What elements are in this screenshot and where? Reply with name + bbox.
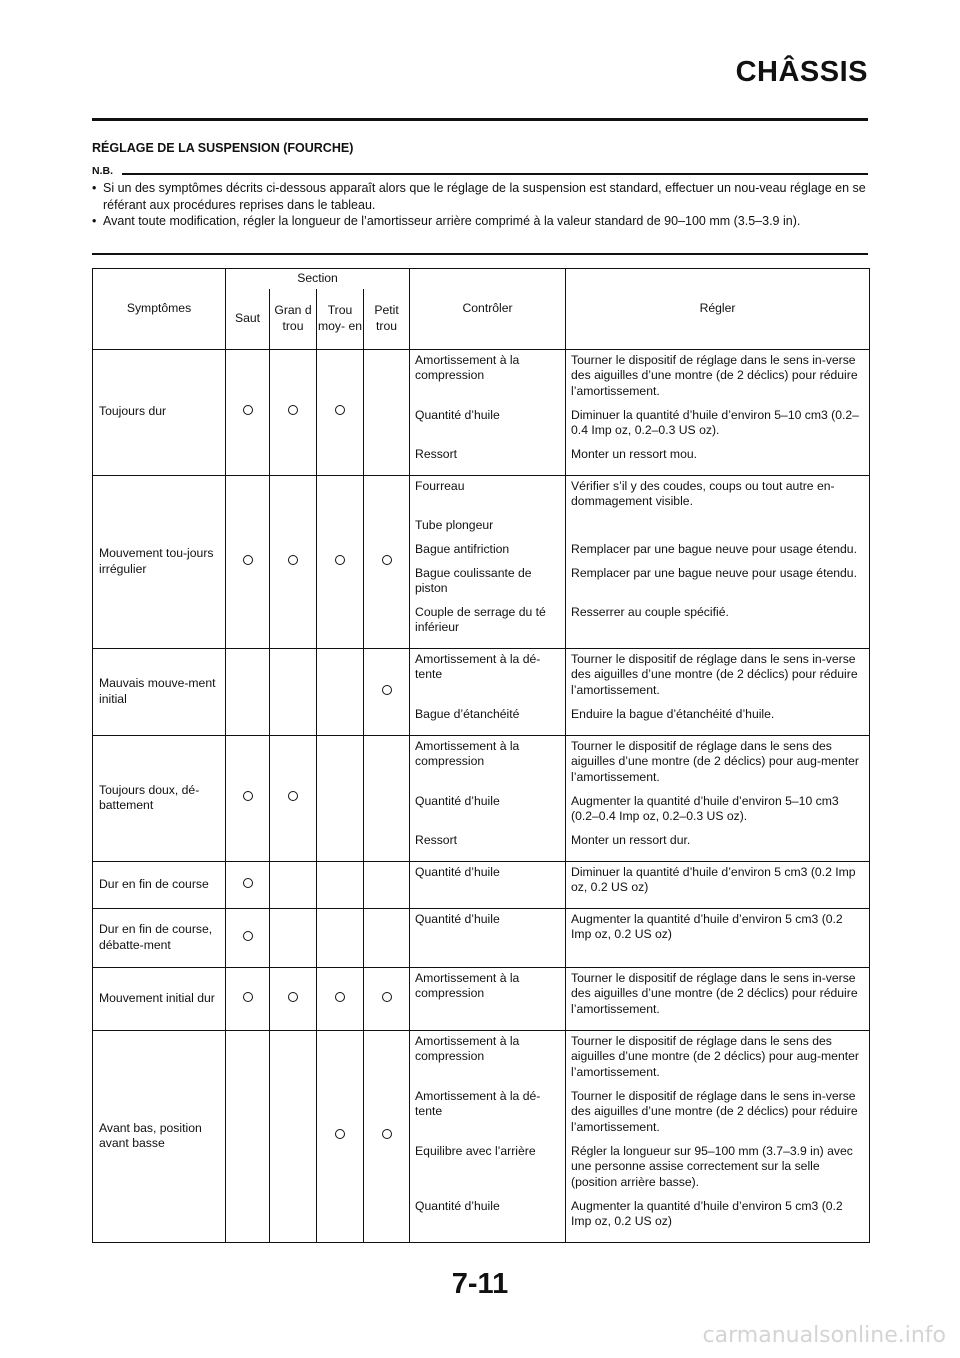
nb-rule — [122, 173, 868, 175]
adjust-item: Remplacer par une bague neuve pour usage étendu. — [571, 565, 857, 580]
adjust-item: Diminuer la quantité d’huile d’environ 5 cm3 (0.2 Imp oz, 0.2 US oz) — [571, 864, 856, 894]
header-regler: Régler — [566, 269, 870, 350]
control-cell — [410, 967, 566, 1030]
section-mark-cell — [270, 475, 317, 648]
control-item: Bague coulissante de piston — [415, 565, 532, 595]
section-mark-cell — [226, 861, 270, 908]
bullet: • — [92, 214, 97, 228]
circle-mark-icon — [243, 878, 253, 888]
control-cell — [410, 349, 566, 475]
symptom-cell: Mouvement tou-jours irrégulier — [93, 475, 226, 648]
suspension-table — [92, 268, 870, 1243]
control-item: Quantité d’huile — [415, 407, 500, 422]
nb-note — [92, 213, 868, 230]
adjust-item: Monter un ressort dur. — [571, 832, 691, 847]
section-mark-cell — [317, 475, 364, 648]
section-mark-cell — [317, 967, 364, 1030]
control-item: Tube plongeur — [415, 517, 494, 532]
adjust-item: Tourner le dispositif de réglage dans le sens in-verse des aiguilles d’une montre (de 2 déclics) pour réduire l’amortissement. — [571, 352, 858, 398]
adjust-item: Remplacer par une bague neuve pour usage étendu. — [571, 541, 857, 556]
page-number: 7-11 — [451, 1268, 509, 1300]
adjust-item: Augmenter la quantité d’huile d’environ 5 cm3 (0.2 Imp oz, 0.2 US oz) — [571, 911, 843, 941]
symptom-cell: Mouvement initial dur — [93, 967, 226, 1030]
symptom-cell: Toujours doux, dé-battement — [93, 735, 226, 861]
adjust-item: Augmenter la quantité d’huile d’environ 5 cm3 (0.2 Imp oz, 0.2 US oz) — [571, 1198, 843, 1228]
section-mark-cell — [317, 908, 364, 967]
control-cell — [410, 908, 566, 967]
table-row — [93, 349, 870, 475]
section-mark-cell — [364, 349, 410, 475]
section-mark-cell — [317, 1030, 364, 1242]
table-row — [93, 967, 870, 1030]
section-mark-cell — [226, 1030, 270, 1242]
table-row — [93, 735, 870, 861]
adjust-item: Tourner le dispositif de réglage dans le sens in-verse des aiguilles d’une montre (de 2 déclics) pour réduire l’amortissement. — [571, 970, 858, 1016]
nb-label: N.B. — [92, 165, 117, 177]
adjust-item: Vérifier s’il y des coudes, coups ou tout autre en-dommagement visible. — [571, 478, 835, 508]
control-item: Amortissement à la compression — [415, 352, 520, 382]
adjust-item: Tourner le dispositif de réglage dans le sens des aiguilles d’une montre (de 2 déclics) pour aug-menter l’amortissement. — [571, 1033, 859, 1079]
section-mark-cell — [270, 967, 317, 1030]
section-mark-cell — [364, 735, 410, 861]
adjust-cell — [566, 967, 870, 1030]
section-heading: RÉGLAGE DE LA SUSPENSION (FOURCHE) — [92, 141, 354, 155]
circle-mark-icon — [288, 992, 298, 1002]
section-mark-cell — [226, 648, 270, 735]
control-item: Quantité d’huile — [415, 864, 500, 879]
symptom-cell: Dur en fin de course, débatte-ment — [93, 908, 226, 967]
adjust-item: Monter un ressort mou. — [571, 446, 698, 461]
control-cell — [410, 735, 566, 861]
adjust-item: Tourner le dispositif de réglage dans le sens des aiguilles d’une montre (de 2 déclics) pour aug-menter l’amortissement. — [571, 738, 859, 784]
control-item: Quantité d’huile — [415, 911, 500, 926]
section-mark-cell — [226, 349, 270, 475]
adjust-cell — [566, 1030, 870, 1242]
circle-mark-icon — [243, 992, 253, 1002]
circle-mark-icon — [288, 405, 298, 415]
control-item: Amortissement à la compression — [415, 970, 520, 1000]
adjust-item: Diminuer la quantité d’huile d’environ 5–10 cm3 (0.2–0.4 Imp oz, 0.2–0.3 US oz). — [571, 407, 859, 437]
control-item: Ressort — [415, 832, 458, 847]
adjust-cell — [566, 349, 870, 475]
section-mark-cell — [364, 648, 410, 735]
section-mark-cell — [364, 1030, 410, 1242]
section-mark-cell — [226, 735, 270, 861]
symptom-cell: Toujours dur — [93, 349, 226, 475]
header-symptoms: Symptômes — [93, 269, 226, 350]
header-saut: Saut — [226, 289, 270, 349]
control-item: Ressort — [415, 446, 458, 461]
section-mark-cell — [270, 648, 317, 735]
adjust-cell — [566, 861, 870, 908]
circle-mark-icon — [382, 685, 392, 695]
section-mark-cell — [270, 861, 317, 908]
header-petit-trou: Petit trou — [364, 289, 410, 349]
section-mark-cell — [270, 349, 317, 475]
adjust-cell — [566, 475, 870, 648]
section-mark-cell — [364, 475, 410, 648]
nb-header — [92, 165, 868, 179]
header-trou-moyen: Trou moy- en — [317, 289, 364, 349]
bottom-rule — [92, 253, 868, 255]
top-rule — [92, 118, 868, 121]
circle-mark-icon — [382, 992, 392, 1002]
header-controler: Contrôler — [410, 269, 566, 350]
nb-notes — [92, 180, 868, 230]
section-mark-cell — [226, 475, 270, 648]
control-item: Amortissement à la dé-tente — [415, 651, 541, 681]
control-item: Amortissement à la compression — [415, 1033, 520, 1063]
control-cell — [410, 1030, 566, 1242]
adjust-cell — [566, 735, 870, 861]
control-item: Amortissement à la dé-tente — [415, 1088, 541, 1118]
table-row — [93, 908, 870, 967]
circle-mark-icon — [335, 405, 345, 415]
control-cell — [410, 648, 566, 735]
circle-mark-icon — [288, 555, 298, 565]
section-mark-cell — [317, 349, 364, 475]
control-item: Bague d’étanchéité — [415, 706, 520, 721]
section-mark-cell — [270, 1030, 317, 1242]
control-item: Fourreau — [415, 478, 465, 493]
circle-mark-icon — [335, 555, 345, 565]
section-mark-cell — [364, 861, 410, 908]
circle-mark-icon — [243, 931, 253, 941]
section-mark-cell — [317, 735, 364, 861]
control-cell — [410, 861, 566, 908]
control-cell — [410, 475, 566, 648]
symptom-cell: Dur en fin de course — [93, 861, 226, 908]
table-row — [93, 475, 870, 648]
circle-mark-icon — [243, 791, 253, 801]
adjust-item: Régler la longueur sur 95–100 mm (3.7–3.9 in) avec une personne assise correctement sur la selle (position arrière basse). — [571, 1143, 853, 1189]
control-item: Bague antifriction — [415, 541, 510, 556]
adjust-cell — [566, 648, 870, 735]
adjust-cell — [566, 908, 870, 967]
circle-mark-icon — [382, 1129, 392, 1139]
bullet: • — [92, 181, 97, 195]
control-item: Quantité d’huile — [415, 1198, 500, 1213]
control-item: Couple de serrage du té inférieur — [415, 604, 546, 634]
adjust-item: Enduire la bague d’étanchéité d’huile. — [571, 706, 775, 721]
header-section: Section — [226, 269, 410, 290]
table-row — [93, 1030, 870, 1242]
control-item: Quantité d’huile — [415, 793, 500, 808]
adjust-item: Augmenter la quantité d’huile d’environ 5–10 cm3 (0.2–0.4 Imp oz, 0.2–0.3 US oz). — [571, 793, 839, 823]
circle-mark-icon — [288, 791, 298, 801]
control-item: Equilibre avec l’arrière — [415, 1143, 536, 1158]
adjust-item: Tourner le dispositif de réglage dans le sens in-verse des aiguilles d’une montre (de 2 déclics) pour réduire l’amortissement. — [571, 651, 858, 697]
page-title: CHÂSSIS — [735, 56, 868, 88]
adjust-item: Resserrer au couple spécifié. — [571, 604, 729, 619]
adjust-item: Tourner le dispositif de réglage dans le sens in-verse des aiguilles d’une montre (de 2 déclics) pour réduire l’amortissement. — [571, 1088, 858, 1134]
symptom-cell: Avant bas, position avant basse — [93, 1030, 226, 1242]
circle-mark-icon — [382, 555, 392, 565]
section-mark-cell — [317, 861, 364, 908]
adjust-item — [571, 518, 865, 534]
section-mark-cell — [317, 648, 364, 735]
circle-mark-icon — [335, 992, 345, 1002]
circle-mark-icon — [335, 1129, 345, 1139]
header-grand-trou: Gran d trou — [270, 289, 317, 349]
table-row — [93, 861, 870, 908]
nb-note-text: Si un des symptômes décrits ci-dessous apparaît alors que le réglage de la suspension est standard, effectuer un nou-veau réglage en se référant aux procédures reprises dans le tableau. — [103, 181, 866, 212]
control-item: Amortissement à la compression — [415, 738, 520, 768]
watermark: carmanualsonline.info — [702, 1323, 946, 1348]
section-mark-cell — [270, 908, 317, 967]
section-mark-cell — [364, 908, 410, 967]
symptom-cell: Mauvais mouve-ment initial — [93, 648, 226, 735]
circle-mark-icon — [243, 555, 253, 565]
table-row — [93, 648, 870, 735]
table-body — [93, 349, 870, 1242]
nb-note — [92, 180, 868, 213]
section-mark-cell — [226, 967, 270, 1030]
section-mark-cell — [270, 735, 317, 861]
circle-mark-icon — [243, 405, 253, 415]
section-mark-cell — [364, 967, 410, 1030]
nb-note-text: Avant toute modification, régler la longueur de l’amortisseur arrière comprimé à la valeur standard de 90–100 mm (3.5–3.9 in). — [103, 214, 801, 228]
section-mark-cell — [226, 908, 270, 967]
